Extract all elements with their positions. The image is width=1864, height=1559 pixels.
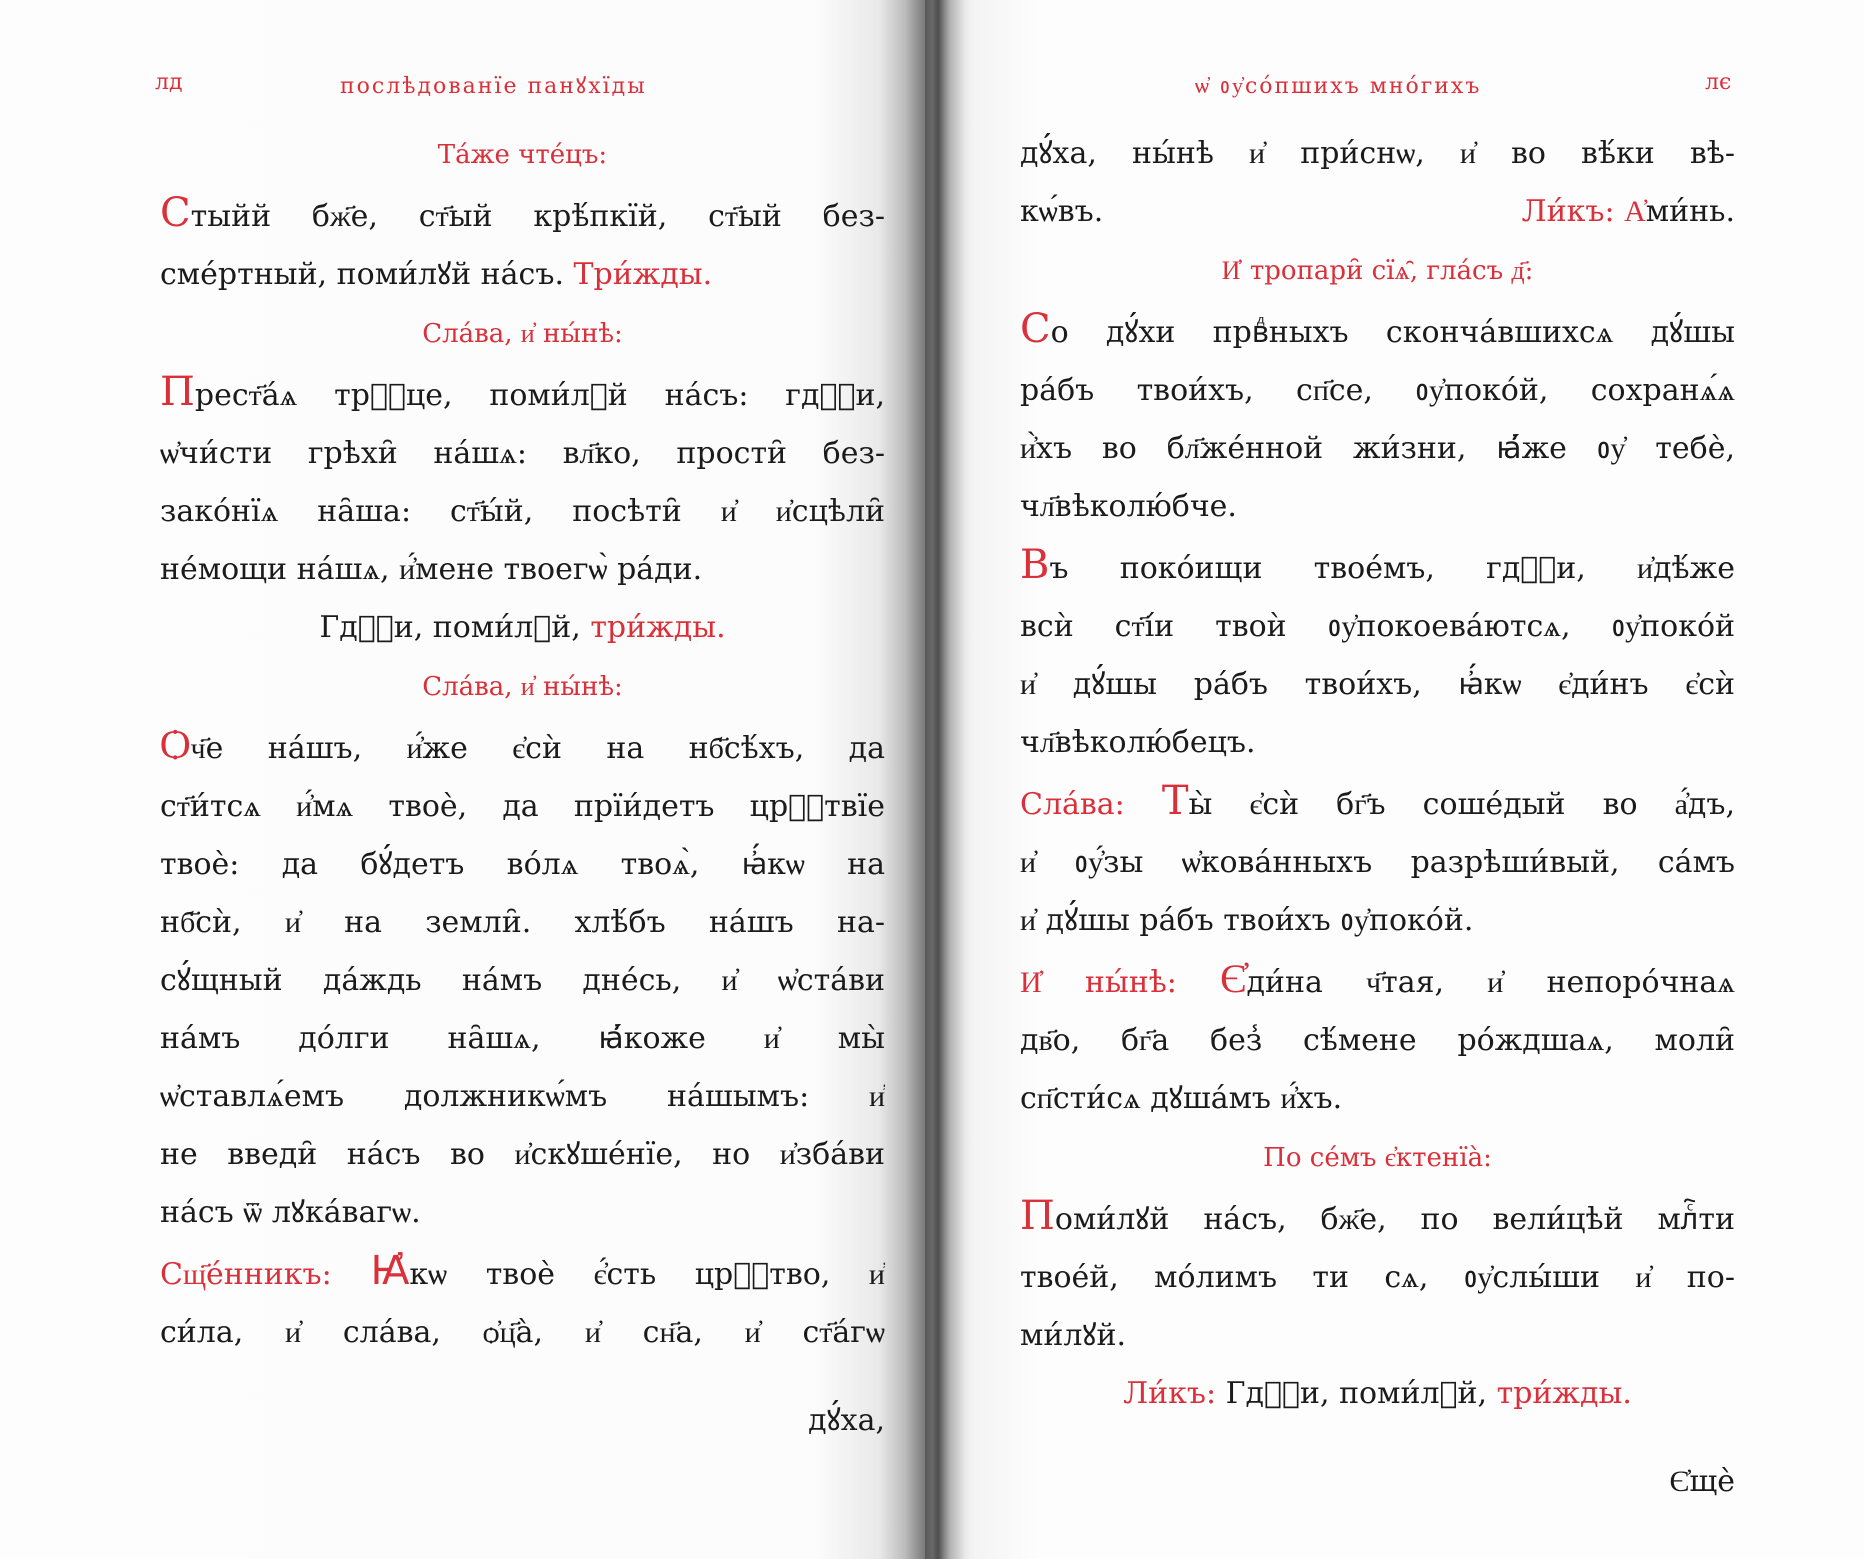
text-line-content: ми́нь. [1645, 194, 1735, 229]
text-line [160, 778, 885, 836]
text-line-content: чл҃вѣколю́бче. [1020, 489, 1237, 524]
catchword-text: Є҆щѐ [1669, 1464, 1735, 1499]
text-line-content: нб҃сѝ, и҆ на земли̑. хлѣ́бъ на́шъ на- [160, 905, 885, 940]
paragraph-last-line [1020, 892, 1735, 950]
right-text-column [1020, 125, 1735, 1511]
text-line-content: чл҃вѣколю́бецъ. [1020, 725, 1256, 760]
text-line-content: ы̀ є҆сѝ бг҃ъ соше́дый во а҆́дъ, [1188, 787, 1735, 822]
text-line [160, 425, 885, 483]
rubric-heading [160, 125, 885, 184]
text-line-content: не введи̑ на́съ во и҆скꙋше́нїе, но и҆зба́ви [160, 1137, 885, 1172]
text-line-content: и҆ дꙋ́шы ра́бъ твои́хъ, ꙗ҆́кѡ є҆ди́нъ є҆сѝ [1020, 667, 1735, 702]
right-running-head: ѡ҆ ᲂу҆со́пшихъ мно́гихъ [1195, 74, 1482, 99]
paragraph-last-line [1020, 714, 1735, 772]
text-line-content: твое́й, мо́лимъ ти сѧ, ᲂу҆слы́ши и҆ по- [1020, 1260, 1735, 1295]
catchword-text: дꙋ́ха, [808, 1403, 885, 1438]
text-line-content: твоѐ: да бꙋ́детъ во́лѧ твоѧ̀, ꙗ҆́кѡ на [160, 847, 885, 882]
text-line-content: всѝ ст҃і́и твоѝ ᲂу҆покоева́ютсѧ, ᲂу҆поко́й [1020, 609, 1735, 644]
rubric-heading [160, 304, 885, 363]
drop-initial: П [1020, 1193, 1055, 1239]
text-line-content: сп҃сти́сѧ дꙋша́мъ и҆́хъ. [1020, 1081, 1343, 1116]
catchword [160, 1392, 885, 1450]
rubric-text: По се́мъ є҆ктенїа̀: [1263, 1143, 1492, 1173]
text-line-content: сꙋ́щный да́ждь на́мъ дне́сь, и҆ ѡ҆ста́ви [160, 963, 885, 998]
drop-initial: Ꙗ҆ [370, 1248, 410, 1294]
rubric-text: Сла́ва, и҆ ны́нѣ: [422, 672, 623, 702]
text-line [160, 1068, 885, 1126]
text-line-content: ми́лꙋй. [1020, 1318, 1126, 1353]
rubric-label: И҆ ны́нѣ: [1020, 965, 1177, 1000]
text-line-with-rubric [1020, 183, 1735, 241]
paragraph-first-line [1020, 536, 1735, 598]
text-line: рест҃а́ѧ трⷪ҇це, поми́лꙋй на́съ: гдⷭ҇и, [194, 378, 885, 413]
drop-initial: Ѻ [160, 722, 191, 768]
text-line [1020, 656, 1735, 714]
paragraph-first-line [160, 184, 885, 246]
text-line-content: и҆̀хъ во бл҃же́нной жи́зни, ꙗ҆́же ᲂу҆ тебѐ, [1020, 431, 1735, 466]
text-line [1020, 125, 1735, 183]
text-line-content: ѡ҆чи́сти грѣхи̑ на́шѧ: вл҃ко, прости̑ без- [160, 436, 885, 471]
text-line [160, 1304, 885, 1362]
rubric-heading [1020, 241, 1735, 300]
text-line [160, 894, 885, 952]
text-line: тыйй бж҃е, ст҃ый крѣ́пкїй, ст҃ый без- [190, 199, 885, 234]
rubric-text: Та́же чте́цъ: [437, 140, 608, 170]
rubric-text: тропари̑ сїѧ̑, гла́съ д҃: [1249, 256, 1534, 286]
text-line-with-rubric [160, 599, 885, 657]
rubric-inline: три́жды. [590, 610, 726, 645]
paragraph-last-line [160, 1184, 885, 1242]
text-line-content: на́мъ до́лги на̑шѧ, ꙗ҆́коже и҆ мы̀ [160, 1021, 885, 1056]
text-line [1020, 834, 1735, 892]
drop-initial: П [160, 369, 195, 415]
text-line-content: дв҃о, бг҃а без̾ сѣ́мене ро́ждшаѧ, моли̑ [1020, 1023, 1735, 1058]
paragraph-last-line [1020, 1307, 1735, 1365]
rubric-initial: А҆ [1624, 194, 1646, 229]
paragraph-first-line [160, 363, 885, 425]
paragraph-first-line [160, 716, 885, 778]
text-line-content: Гдⷭ҇и, поми́лꙋй, [319, 610, 581, 645]
book-gutter [905, 0, 965, 1559]
paragraph-last-line [1020, 478, 1735, 536]
text-line-content: зако́нїѧ на̑ша: ст҃ы́й, посѣти̑ и҆ и҆сцѣли̑ [160, 494, 885, 529]
paragraph-last-line [1020, 1070, 1735, 1128]
text-line-content: на́съ ѿ лꙋка́вагѡ. [160, 1195, 421, 1230]
rubric-label: Сщ҃е́нникъ: [160, 1257, 332, 1292]
drop-initial: Є҆ [1220, 956, 1247, 1002]
text-line [1020, 362, 1735, 420]
rubric-initial: И҆ [1221, 256, 1241, 286]
text-line-with-rubric [1020, 772, 1735, 834]
rubric-label: Сла́ва: [1020, 787, 1125, 822]
text-line-content: ст҃и́тсѧ и҆́мѧ твоѐ, да прїи́детъ црⷭ҇твїе [160, 789, 885, 824]
left-running-head: послѣдованїе панꙋхїды [340, 74, 647, 99]
drop-initial: Т [1161, 778, 1189, 824]
text-line [1020, 598, 1735, 656]
text-line-content: Гдⷭ҇и, поми́лꙋй, [1225, 1376, 1488, 1411]
text-line: о дꙋ́хи првⷣныхъ сконча́вшихсѧ дꙋ́шы [1050, 315, 1735, 350]
rubric-heading [1020, 1128, 1735, 1187]
text-line [1020, 1249, 1735, 1307]
text-line [1020, 1012, 1735, 1070]
text-line-content: кѡ твоѐ є҆́сть црⷭ҇тво, и҆ [409, 1257, 885, 1292]
rubric-inline: Три́жды. [573, 257, 713, 292]
text-line-content: и҆ дꙋ́шы ра́бъ твои́хъ ᲂу҆поко́й. [1020, 903, 1474, 938]
choir-response [1522, 183, 1735, 241]
text-line-with-rubric [160, 1242, 885, 1304]
text-line-content: ди́на ч҃тая, и҆ непоро́чнаѧ [1246, 965, 1735, 1000]
text-line [160, 483, 885, 541]
text-line: ъ поко́ищи твое́мъ, гдⷭ҇и, и҆дѣ́же [1049, 551, 1735, 586]
drop-initial: С [1020, 306, 1051, 352]
right-page-number: лє [1705, 70, 1732, 95]
text-line-content: и҆ ᲂу҆́зы ѡ҆кова́нныхъ разрѣши́вый, са́мъ [1020, 845, 1735, 880]
text-line-with-rubric [1020, 950, 1735, 1012]
text-line-content: сме́ртный, поми́лꙋй на́съ. [160, 257, 564, 292]
text-line-content: не́мощи на́шѧ, и҆́мене твоегѡ̀ ра́ди. [160, 552, 703, 587]
text-line-content: кѡ́въ. [1020, 194, 1104, 229]
text-line: ч҃е на́шъ, и҆́же є҆сѝ на нб҃сѣ́хъ, да [190, 731, 885, 766]
rubric-text: Сла́ва, и҆ ны́нѣ: [422, 319, 623, 349]
left-text-column [160, 125, 885, 1450]
paragraph-first-line [1020, 1187, 1735, 1249]
text-line [160, 1126, 885, 1184]
drop-initial: В [1020, 542, 1050, 588]
text-line [160, 1010, 885, 1068]
text-line-with-rubric [1020, 1365, 1735, 1423]
left-page-number: лд [155, 70, 183, 95]
rubric-inline: три́жды. [1496, 1376, 1632, 1411]
rubric-heading [160, 657, 885, 716]
paragraph-last-line [160, 541, 885, 599]
rubric-label: Ли́къ: [1123, 1376, 1217, 1411]
text-line: оми́лꙋй на́съ, бж҃е, по вели́цѣй млⷭ҇ти [1054, 1202, 1735, 1237]
text-line-with-rubric [160, 246, 885, 304]
text-line-content: си́ла, и҆ сла́ва, ѻ҆ц҃а̀, и҆ сн҃а, и҆ ст҃а́гѡ [160, 1315, 885, 1350]
text-line-content: ѡ҆ставлѧ́емъ должникѡ́мъ на́шымъ: и҆ [160, 1079, 885, 1114]
text-line [160, 952, 885, 1010]
text-line-content: дꙋ́ха, ны́нѣ и҆ при́снѡ, и҆ во вѣ́ки вѣ- [1020, 136, 1735, 171]
paragraph-first-line [1020, 300, 1735, 362]
text-line-content: ра́бъ твои́хъ, сп҃се, ᲂу҆поко́й, сохранѧ́ѧ [1020, 373, 1735, 408]
drop-initial: С [160, 190, 191, 236]
catchword [1020, 1453, 1735, 1511]
text-line [1020, 420, 1735, 478]
text-line [160, 836, 885, 894]
rubric-label: Ли́къ: [1521, 194, 1615, 229]
